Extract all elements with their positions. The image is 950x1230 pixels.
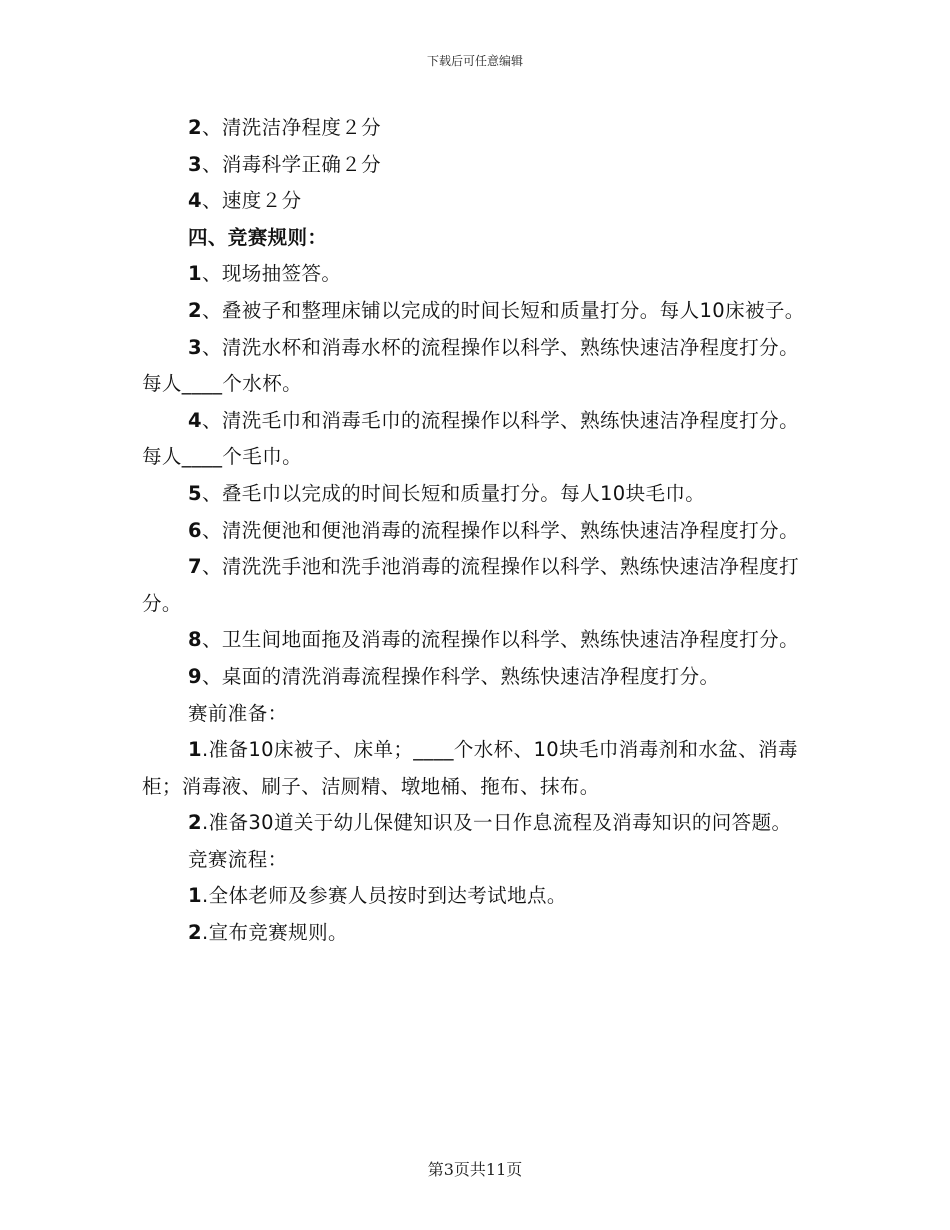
- rule-2: 2、叠被子和整理床铺以完成的时间长短和质量打分。每人10床被子。: [188, 298, 805, 322]
- section-heading-process: 竞赛流程：: [188, 847, 288, 871]
- process-1: 1.全体老师及参赛人员按时到达考试地点。: [188, 884, 567, 908]
- section-heading-rules: 四、竞赛规则：: [188, 225, 328, 249]
- paragraph-3: 4、速度２分: [188, 189, 302, 213]
- page-footer: 第3页共11页: [427, 1160, 523, 1179]
- rule-9: 9、桌面的清洗消毒流程操作科学、熟练快速洁净程度打分。: [188, 664, 720, 688]
- rule-7: 7、清洗洗手池和洗手池消毒的流程操作以科学、熟练快速洁净程度打分。: [142, 555, 799, 615]
- paragraph-2: 3、消毒科学正确２分: [188, 152, 382, 176]
- rule-3: 3、清洗水杯和消毒水杯的流程操作以科学、熟练快速洁净程度打分。每人____个水杯。: [142, 335, 799, 396]
- rule-8: 8、卫生间地面拖及消毒的流程操作以科学、熟练快速洁净程度打分。: [188, 628, 799, 652]
- paragraph-1: 2、清洗洁净程度２分: [188, 116, 382, 139]
- process-2: 2.宣布竞赛规则。: [188, 921, 348, 945]
- rule-5: 5、叠毛巾以完成的时间长短和质量打分。每人10块毛巾。: [188, 481, 706, 505]
- page-header: 下载后可任意编辑: [426, 54, 523, 68]
- rule-4: 4、清洗毛巾和消毒毛巾的流程操作以科学、熟练快速洁净程度打分。每人____个毛巾。: [142, 408, 799, 469]
- preparation-1: 1.准备10床被子、床单；____个水杯、10块毛巾消毒剂和水盆、消毒柜；消毒液、刷子、洁厕精、墩地桶、拖布、抹布。: [142, 738, 798, 798]
- rule-1: 1、现场抽签答。: [188, 262, 342, 286]
- rule-6: 6、清洗便池和便池消毒的流程操作以科学、熟练快速洁净程度打分。: [188, 518, 799, 542]
- section-heading-preparation: 赛前准备：: [188, 701, 288, 725]
- document-body: [142, 110, 808, 952]
- preparation-2: 2.准备30道关于幼儿保健知识及一日作息流程及消毒知识的问答题。: [188, 811, 792, 835]
